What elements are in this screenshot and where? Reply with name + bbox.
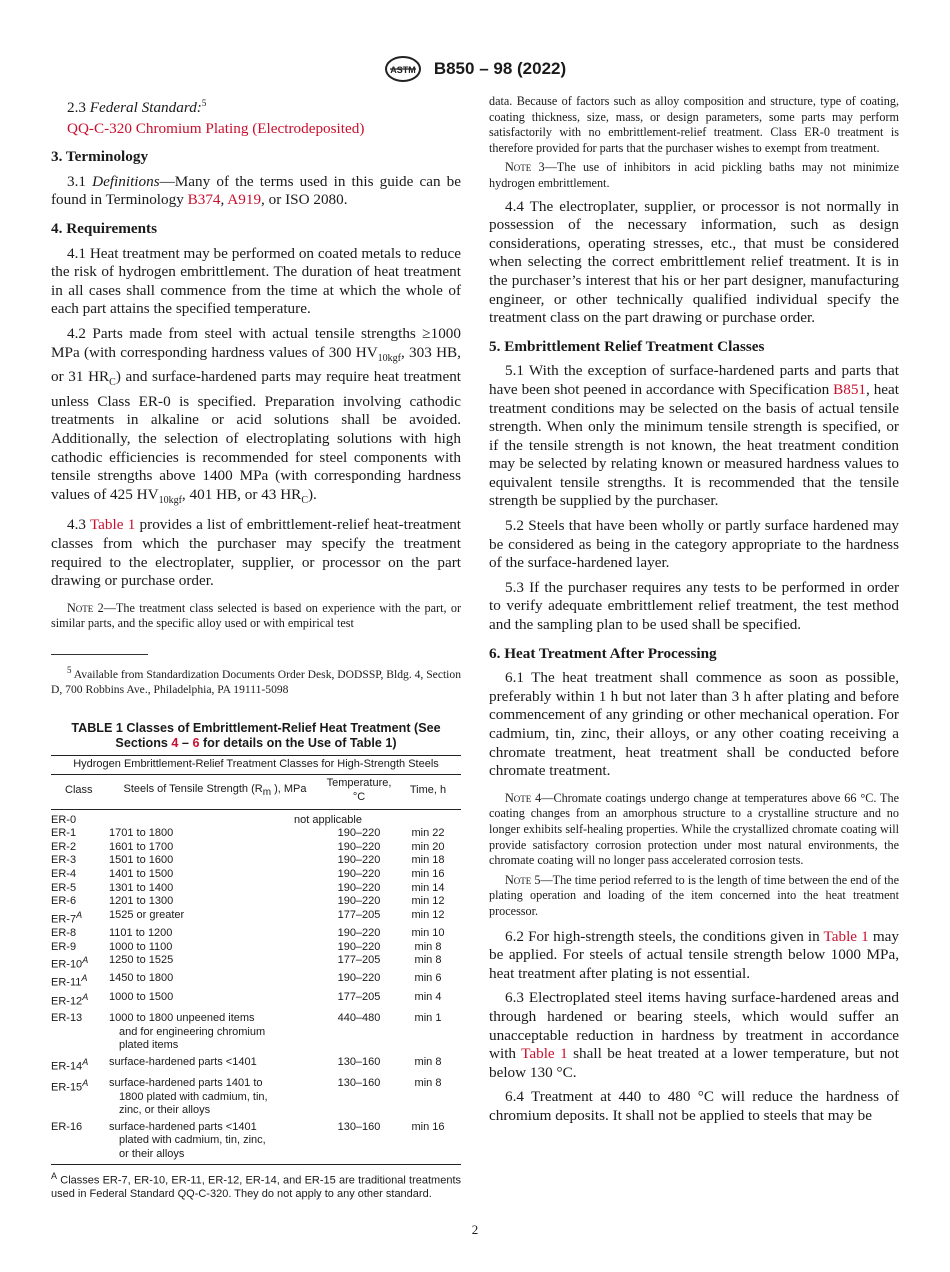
class-cell: ER-13 bbox=[51, 1011, 83, 1024]
time-cell: min 10 bbox=[411, 927, 445, 940]
steel-cell: 1401 to 1500 bbox=[109, 868, 174, 881]
time-cell: min 6 bbox=[414, 972, 442, 985]
para-6-3: 6.3 Electroplated steel items having surface-hardened areas and through hardened or bearing steels, which would suffer an unacceptable reduction in hardness by treatment in accordance with Table 1 shall be heat treated at a lower temperature, but not below 130 °C. bbox=[489, 989, 899, 1081]
temperature-cell: 177–205 bbox=[337, 908, 381, 921]
col-temp-header: Temperature, °C bbox=[323, 775, 395, 809]
table-1 bbox=[51, 755, 461, 1162]
table-1-caption: TABLE 1 Classes of Embrittlement-Relief Heat Treatment (See Sections 4 – 6 for details on the Use of Table 1) bbox=[71, 720, 441, 750]
table-1-link[interactable]: Table 1 bbox=[89, 516, 136, 534]
class-cell: $ER-11^A$ bbox=[51, 973, 88, 990]
section-6-heading: 6. Heat Treatment After Processing bbox=[489, 644, 717, 662]
class-cell: ER-2 bbox=[51, 840, 77, 853]
table-main-header: Hydrogen Embrittlement-Relief Treatment Classes for High-Strength Steels bbox=[51, 755, 461, 775]
temperature-cell: 177–205 bbox=[337, 954, 381, 967]
table-row bbox=[51, 1118, 461, 1162]
table-row bbox=[51, 868, 461, 882]
class-cell: ER-4 bbox=[51, 868, 77, 881]
temperature-cell: 130–160 bbox=[337, 1120, 381, 1133]
temperature-cell: 130–160 bbox=[337, 1077, 381, 1090]
temperature-cell: 190–220 bbox=[337, 927, 381, 940]
class-cell: $ER-14^A$ bbox=[51, 1056, 89, 1073]
table-row bbox=[51, 854, 461, 868]
table-row bbox=[51, 941, 461, 955]
temperature-cell: 190–220 bbox=[337, 868, 381, 881]
para-3-1: 3.1 Definitions—Many of the terms used in this guide can be found in Terminology B374, A919, or ISO 2080. bbox=[51, 172, 461, 209]
col-class-header: Class bbox=[51, 775, 107, 809]
footnote-5: $^5$ Available from Standardization Documents Order Desk, DODSSP, Bldg. 4, Section D, 700 Robbins Ave., Philadelphia, PA 19111-5098 bbox=[51, 665, 462, 696]
para-4-1: 4.1 Heat treatment may be performed on coated metals to reduce the risk of hydrogen embrittlement. The duration of heat treatment in all cases shall commence from the time at which the whole of each part attains the specified temperature. bbox=[51, 244, 461, 318]
time-cell: min 22 bbox=[411, 827, 445, 840]
steel-cell: 1101 to 1200 bbox=[109, 927, 173, 940]
class-cell: ER-9 bbox=[51, 940, 77, 953]
para-6-2: 6.2 For high-strength steels, the conditions given in Table 1 may be applied. For steels of actual tensile strength below 1000 MPa, heat treatment after plating is not essential. bbox=[489, 927, 899, 982]
time-cell: min 8 bbox=[414, 954, 442, 967]
time-cell: min 18 bbox=[411, 854, 445, 867]
steel-cell: surface-hardened parts <1401 plated with cadmium, tin, zinc, or their alloys bbox=[109, 1120, 266, 1160]
table-row bbox=[51, 882, 461, 896]
steel-cell: 1000 to 1100 bbox=[109, 940, 173, 953]
astm-logo-text: ASTM bbox=[390, 65, 416, 75]
class-cell: ER-5 bbox=[51, 881, 77, 894]
table-row bbox=[51, 972, 461, 990]
temperature-cell: 190–220 bbox=[337, 940, 381, 953]
class-cell: $ER-10^A$ bbox=[51, 955, 89, 971]
class-cell: ER-16 bbox=[51, 1120, 83, 1133]
temperature-cell: 190–220 bbox=[337, 840, 381, 853]
steel-cell: 1201 to 1300 bbox=[109, 895, 174, 908]
temperature-cell: 190–220 bbox=[337, 972, 381, 985]
page-header bbox=[0, 56, 950, 82]
section-4-link[interactable]: 4 bbox=[171, 735, 179, 750]
class-cell: ER-1 bbox=[51, 827, 77, 840]
class-cell: ER-8 bbox=[51, 927, 77, 940]
table-row bbox=[51, 841, 461, 855]
table-footnote: $^A$ Classes ER-7, ER-10, ER-11, ER-12, ER-14, and ER-15 are traditional treatments used in Federal Standard QQ-C-320. They do not apply to any other standard. bbox=[51, 1164, 461, 1202]
note-5: Note 5—The time period referred to is the length of time between the end of the plating operation and loading of the item concerned into the heat treatment processor. bbox=[489, 872, 900, 918]
a919-link[interactable]: A919 bbox=[227, 191, 262, 209]
time-cell: min 14 bbox=[411, 881, 445, 894]
para-4-2: 4.2 Parts made from steel with actual tensile strengths ≥1000 MPa (with corresponding hardness values of 300 $HV_{10kgf}$, 303 HB, or 31 $HR_C$) and surface-hardened parts may require heat treatment unless Class ER-0 is specified. Preparation involving cathodic treatments in alkaline or acid solutions shall be avoided. Additionally, the selection of electroplating solutions with high cathodic efficiencies is recommended for steel components with tensile strengths above 1400 MPa (with corresponding hardness values of 425 $HV_{10kgf}$, 401 HB, or 43 $HR_C$). bbox=[51, 325, 462, 506]
para-5-2: 5.2 Steels that have been wholly or partly surface hardened may be considered as being in the category appropriate to the hardness of the surface-hardened layer. bbox=[489, 517, 899, 572]
time-cell: min 4 bbox=[414, 990, 442, 1003]
temperature-cell: 190–220 bbox=[337, 854, 381, 867]
temperature-cell: 440–480 bbox=[337, 1011, 381, 1024]
para-6-4: 6.4 Treatment at 440 to 480 °C will reduce the hardness of chromium deposits. It shall not be applied to steels that may be bbox=[489, 1088, 899, 1124]
para-6-1: 6.1 The heat treatment shall commence as soon as possible, preferably within 1 h but not later than 3 h after plating and before commencement of any grinding or other mechanical operation. For cadmium, tin, zinc, their alloys, or any other coating receiving a chromate treatment, heat treatment shall be conducted before chromate treatment. bbox=[489, 669, 899, 780]
time-cell: min 8 bbox=[414, 1077, 442, 1090]
table-row bbox=[51, 827, 461, 841]
section-2-3: 2.3 Federal Standard:$^5$ bbox=[67, 98, 207, 117]
b851-link[interactable]: B851 bbox=[833, 380, 867, 398]
qq-c-320-link-text[interactable]: Chromium Plating (Electrodeposited) bbox=[135, 119, 365, 137]
temperature-cell: 130–160 bbox=[337, 1055, 381, 1068]
table-1-link-6-2[interactable]: Table 1 bbox=[823, 927, 869, 945]
section-4-heading: 4. Requirements bbox=[51, 220, 158, 238]
steel-cell: surface-hardened parts <1401 bbox=[109, 1055, 257, 1068]
time-cell: min 8 bbox=[414, 1055, 442, 1068]
document-title: B850 – 98 (2022) bbox=[433, 59, 567, 78]
table-row bbox=[51, 954, 461, 972]
section-6-link[interactable]: 6 bbox=[192, 735, 200, 750]
steel-cell: surface-hardened parts 1401 to 1800 plated with cadmium, tin, zinc, or their alloys bbox=[109, 1077, 268, 1117]
temperature-cell: 190–220 bbox=[337, 895, 381, 908]
temperature-cell: 190–220 bbox=[337, 881, 381, 894]
section-3-heading: 3. Terminology bbox=[51, 148, 149, 166]
note-2-continued: data. Because of factors such as alloy composition and structure, type of coating, coating thickness, size, mass, or design parameters, some parts may perform satisfactorily with no embrittlement-relief treatment. Class ER-0 treatment is therefore provided for parts that the purchaser wishes to exempt from treatment. bbox=[489, 94, 899, 155]
time-cell: min 12 bbox=[411, 908, 445, 921]
table-row bbox=[51, 1009, 461, 1053]
steel-cell: 1501 to 1600 bbox=[109, 854, 174, 867]
steel-cell: 1701 to 1800 bbox=[109, 827, 174, 840]
b374-link[interactable]: B374 bbox=[187, 191, 221, 209]
section-5-heading: 5. Embrittlement Relief Treatment Classes bbox=[489, 337, 765, 355]
table-row bbox=[51, 909, 461, 927]
class-cell: $ER-15^A$ bbox=[51, 1078, 89, 1094]
time-cell: min 1 bbox=[414, 1011, 442, 1024]
steel-cell: 1601 to 1700 bbox=[109, 840, 174, 853]
table-1-link-6-3[interactable]: Table 1 bbox=[521, 1045, 568, 1063]
qq-c-320-link[interactable]: QQ-C-320 bbox=[67, 119, 132, 137]
class-cell: $ER-7^A$ bbox=[51, 909, 83, 926]
note-3: Note 3—The use of inhibitors in acid pickling baths may not minimize hydrogen embrittlement. bbox=[489, 160, 899, 190]
page-number: 2 bbox=[471, 1222, 479, 1237]
table-row bbox=[51, 1074, 461, 1118]
steel-cell: 1525 or greater bbox=[109, 908, 185, 921]
table-row bbox=[51, 927, 461, 941]
note-4: Note 4—Chromate coatings undergo change at temperatures above 66 °C. The coating changes from an amorphous structure to a crystalline structure and no longer exhibits self-healing properties. While the crystallized chromate coating will provide satisfactory corrosion protection under most natural environments, the chromate coating will no longer pass accelerated corrosion tests. bbox=[489, 790, 899, 868]
qq-c-320-line bbox=[51, 120, 461, 139]
time-cell: min 8 bbox=[414, 940, 442, 953]
temperature-cell: 190–220 bbox=[337, 827, 381, 840]
table-row bbox=[51, 895, 461, 909]
time-cell: min 20 bbox=[411, 840, 445, 853]
para-4-4: 4.4 The electroplater, supplier, or processor is not normally in possession of the necessary information, such as design considerations, operating stresses, etc., that must be considered when selecting the correct embrittlement relief treatment. It is in the purchaser’s interest that his or her part designer, manufacturing engineer, or other technically qualified individual specify the treatment class on the part drawing or purchase order. bbox=[489, 197, 899, 327]
steel-cell: 1000 to 1500 bbox=[109, 990, 174, 1003]
time-cell: min 16 bbox=[411, 1120, 445, 1133]
col-steel-header: Steels of Tensile Strength ($R_m$ ), MPa bbox=[107, 775, 323, 809]
table-row bbox=[51, 991, 461, 1009]
footnote-divider bbox=[51, 654, 148, 655]
temperature-cell: 177–205 bbox=[337, 990, 381, 1003]
time-cell: min 12 bbox=[411, 895, 445, 908]
para-5-3: 5.3 If the purchaser requires any tests to be performed in order to verify adequate embrittlement relief treatment, the test method and the sampling plan to be used shall be specified. bbox=[489, 578, 899, 634]
steel-cell: 1000 to 1800 unpeened items and for engineering chromium plated items bbox=[109, 1011, 266, 1052]
astm-logo-icon bbox=[384, 56, 422, 82]
left-column bbox=[51, 94, 461, 1201]
steel-cell: 1250 to 1525 bbox=[109, 954, 174, 967]
table-row bbox=[51, 1053, 461, 1074]
para-5-1: 5.1 With the exception of surface-hardened parts and parts that have been shot peened in accordance with Specification B851, heat treatment conditions may be selected on the basis of actual tensile strength. When only the minimum tensile strength is specified, or if the tensile strength is not known, the heat treatment condition may be selected by relating known or measured hardness values to equivalent tensile strengths. It is recommended that the tensile strength be supplied by the purchaser. bbox=[489, 362, 900, 510]
steel-cell: 1301 to 1400 bbox=[109, 881, 174, 894]
class-cell: ER-3 bbox=[51, 854, 77, 867]
note-2: Note 2—The treatment class selected is based on experience with the part, or similar parts, and the specific alloy used or with empirical test bbox=[51, 600, 462, 631]
class-cell: $ER-12^A$ bbox=[51, 991, 89, 1008]
table-row: ER-0 not applicable bbox=[51, 813, 362, 826]
steel-cell: 1450 to 1800 bbox=[109, 972, 174, 985]
class-cell: ER-6 bbox=[51, 895, 77, 908]
para-4-3: 4.3 Table 1 provides a list of embrittlement-relief heat-treatment classes from which the purchaser may specify the treatment required to the electroplater, supplier, or processor on the part drawing or purchase order. bbox=[51, 516, 462, 590]
time-cell: min 16 bbox=[411, 868, 445, 881]
right-column bbox=[489, 94, 899, 1131]
col-time-header: Time, h bbox=[395, 775, 461, 809]
